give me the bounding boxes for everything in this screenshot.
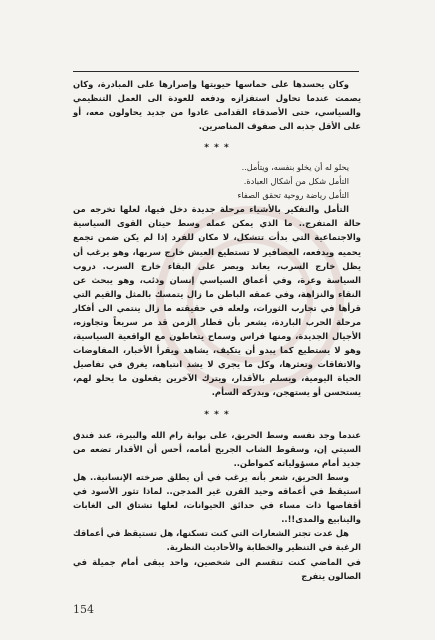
paragraph: عندما وجد نفسه وسط الحريق، على بوابة رام الله والبيرة، عند فندق السيتي إن، وسقوط الشاب الجريح أمامه، أحس أن الأقدار تضعه من جديد أمام مسؤولياته كمواطن.. — [73, 429, 361, 468]
body-text — [73, 77, 361, 583]
section-separator: * * * — [204, 409, 230, 420]
paragraph: هل عدت تجتر الشعارات التي كنت تسكنها، هل تستيقظ في أعماقك الرغبة في التنظير والخطابة والأحاديث النظرية. — [73, 528, 361, 553]
poem-line: التأمل شكل من أشكال العبادة. — [243, 176, 349, 187]
poem-line: التأمل رياضة روحية تحقق الصفاء — [237, 189, 349, 200]
page-number: 154 — [73, 603, 94, 616]
section-separator: * * * — [204, 143, 230, 154]
paragraph: وسط الحريق، شعر بأنه يرغب في أن يطلق صرخته الإنسانية.. هل استيقظ في أعماقه وحيد القرن غير المدجن.. لماذا تثور الأسود في أقفاصها ذات مساء في حدائق الحيوانات، لعلها تشتاق الى الغابات والينابيع والمدى!!.. — [73, 471, 361, 525]
poem-line: يحلو له أن يخلو بنفسه، ويتأمل.. — [241, 162, 349, 173]
poem-block — [73, 161, 361, 202]
paragraph: التأمل والتفكير بالأشياء مرحلة جديدة دخل فيها، لعلها تخرجه من حالة المتفرج.. ما الذي يمكن عمله وسط حيتان القوى السياسية والاجتماعية التي بدأت تتشكل، لا مكان للفرد إذا لم يكن ضمن تجمع يحميه ويدفعه، العصافير لا تستطيع العيش خارج سربها، وهو يرغب أن يظل خارج السرب، يعاند ويصر على البقاء خارج السرب. دروب السياسة وعرة، وفي أعماق السياسي إنسان وذئب، وهو يبحث عن النقاء والنزاهة، وفي عمقه الباطن ما زال يتمسك بالمثل والقيم التي قرأها في تجارب الثورات، ولعله في حقيقته ما زال ينتمي الى أفكار مرحلة الحرب الباردة، يشعر بأن قطار الزمن قد مر سريعاً وتجاوزه، الأجيال الجديدة، ومنها فراس وسماح يتعاطون مع الواقعية السياسية، وهو لا يستطيع كما يبدو أن يتكيف، يشاهد ويقرأ الأخبار، المفاوضات والاتفاقات وتعثرها، وكل ما يجري لا يشد انتباهه، يغرق في تفاصيل الحياة اليومية، ويسلم بالأقدار، ويترك الآخرين يفعلون ما يحلو لهم، يستحسن أو يستهجن، ويدركه السأم. — [73, 204, 361, 398]
header-rule — [73, 71, 359, 72]
paragraph: وكان يحسدها على حماسها حيويتها وإصرارها على المبادرة، وكان يصمت عندما تحاول استفزازه ودفعه للعودة الى العمل التنظيمي والسياسي، حتى الأصدقاء القدامى عادوا من جديد يحاولون معه، أو على الأقل جذبه الى صفوف المناصرين. — [73, 79, 361, 132]
paragraph: في الماضي كنت تنقسم الى شخصين، واحد يبقى أمام جميلة في الصالون يتفرج — [73, 556, 361, 581]
